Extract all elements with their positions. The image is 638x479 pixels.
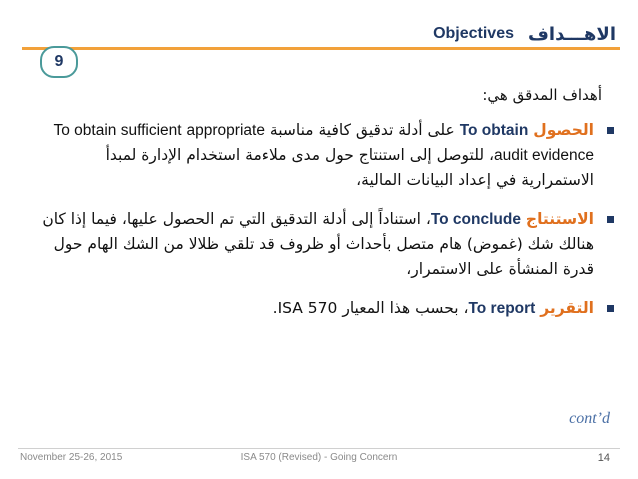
bullet-text: على أدلة تدقيق كافية مناسبة bbox=[269, 121, 455, 139]
title-underline bbox=[22, 47, 620, 50]
bullet-conclude bbox=[30, 207, 614, 282]
bullet-text-2: ، للتوصل إلى استنتاج حول مدى ملاءمة استخدام الإدارة لمبدأ الاستمرارية في إعداد البيانات المالية، bbox=[105, 146, 594, 189]
keyword-english: To conclude bbox=[430, 211, 521, 228]
bullet-text: ، استناداً إلى أدلة التدقيق التي تم الحصول عليها، فيما إذا كان هنالك شك (غموض) هام متصل بأحداث أو ظروف قد تلقي ظلالا من الشك الهام حول قدرة المنشأة على الاستمرار، bbox=[42, 210, 594, 278]
bullet-text-english-2: appropriate audit evidence bbox=[186, 122, 594, 164]
keyword-arabic: الاستنتاج bbox=[525, 210, 594, 228]
keyword-english: To obtain bbox=[459, 122, 529, 139]
bullet-report bbox=[30, 296, 614, 321]
square-bullet-icon bbox=[607, 305, 614, 312]
continued-label: cont’d bbox=[569, 410, 610, 427]
footer-date: November 25-26, 2015 bbox=[20, 452, 123, 463]
title-english: Objectives bbox=[433, 25, 514, 42]
bullet-text-english: To obtain sufficient bbox=[53, 122, 182, 139]
section-number-badge: 9 bbox=[40, 46, 78, 78]
title-row bbox=[433, 22, 616, 46]
keyword-english: To report bbox=[468, 300, 536, 317]
keyword-arabic: الحصول bbox=[533, 121, 594, 139]
square-bullet-icon bbox=[607, 216, 614, 223]
square-bullet-icon bbox=[607, 127, 614, 134]
bullet-obtain bbox=[30, 118, 614, 193]
intro-text: أهداف المدقق هي: bbox=[482, 86, 602, 104]
page-number: 14 bbox=[597, 452, 610, 464]
title-arabic: الاهـــداف bbox=[528, 23, 616, 45]
footer-title: ISA 570 (Revised) - Going Concern bbox=[240, 452, 398, 463]
bullet-text: ، بحسب هذا المعيار ISA 570. bbox=[272, 299, 469, 317]
keyword-arabic: التقرير bbox=[540, 299, 594, 317]
bullet-list bbox=[30, 118, 614, 335]
footer-divider bbox=[18, 448, 620, 449]
